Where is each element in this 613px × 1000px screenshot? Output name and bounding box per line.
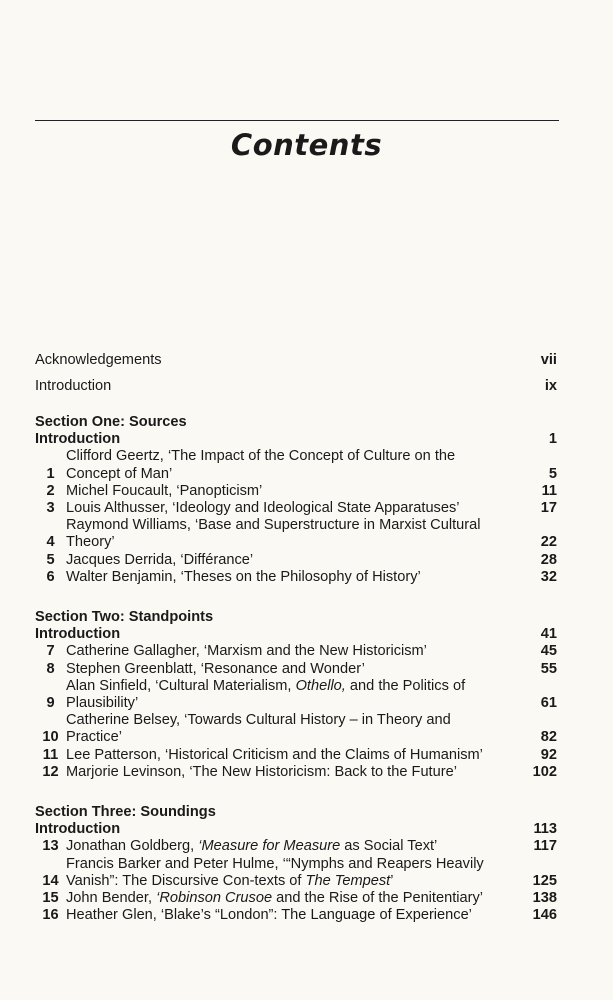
entry-number: 8 <box>46 660 55 677</box>
toc-page: vii <box>540 352 557 369</box>
entry-number: 13 <box>42 838 59 855</box>
entry-page: 125 <box>532 872 557 889</box>
entry-page: 32 <box>540 568 557 585</box>
entry-title: ‘Marxism and the New Historicism’ <box>203 643 427 660</box>
entry-title: and the Politics of <box>349 677 466 694</box>
section-heading: Section Two: Standpoints <box>35 609 214 626</box>
toc-entry <box>35 448 557 482</box>
entry-author: Heather Glen, <box>66 907 157 924</box>
section-heading: Section One: Sources <box>35 414 187 430</box>
entry-text <box>66 856 533 890</box>
toc-entry <box>35 747 557 764</box>
entry-author: Stephen Greenblatt, <box>66 660 197 677</box>
entry-text <box>66 500 537 517</box>
entry-author: Michel Foucault, <box>66 482 173 499</box>
entry-title: ‘Resonance and Wonder’ <box>200 660 365 677</box>
entry-number: 3 <box>46 500 55 517</box>
toc-label: Introduction <box>35 431 121 448</box>
entry-title-italic: ‘Measure for Measure <box>198 838 341 855</box>
entry-page: 28 <box>540 551 557 568</box>
entry-title: ‘The Impact of the Concept of Culture on the <box>167 448 456 465</box>
toc-entry <box>35 856 557 890</box>
entry-text <box>66 661 537 678</box>
toc-page: 113 <box>533 821 557 838</box>
toc-entry <box>35 764 557 781</box>
entry-author: Alan Sinfield, <box>66 677 152 694</box>
entry-page: 82 <box>540 729 557 746</box>
entry-number: 15 <box>42 890 59 907</box>
toc-label: Acknowledgements <box>35 352 162 369</box>
entry-number: 11 <box>42 746 59 763</box>
entry-text <box>66 569 537 586</box>
entry-title: ‘Cultural Materialism, <box>155 677 292 694</box>
section-introduction-row <box>35 431 557 448</box>
entry-title-cont: Theory’ <box>66 534 115 551</box>
entry-text <box>66 643 537 660</box>
entry-page: 5 <box>548 465 557 482</box>
entry-text <box>66 764 533 781</box>
entry-title: ‘Panopticism’ <box>176 482 263 499</box>
entry-text <box>66 890 533 907</box>
toc-label: Introduction <box>35 626 121 643</box>
entry-page: 17 <box>540 500 557 517</box>
entry-text <box>66 838 533 855</box>
entry-title-cont: Concept of Man’ <box>66 465 173 482</box>
toc-entry <box>35 890 557 907</box>
entry-author: Louis Althusser, <box>66 500 169 517</box>
entry-title: ’ <box>390 872 394 889</box>
entry-title: as Social Text’ <box>344 838 438 855</box>
entry-author: John Bender, <box>66 890 153 907</box>
entry-title-italic: The Tempest <box>305 872 391 889</box>
entry-page: 55 <box>540 660 557 677</box>
toc-entry <box>35 517 557 551</box>
entry-page: 92 <box>540 746 557 763</box>
section-introduction-row <box>35 821 557 838</box>
entry-text <box>66 483 537 500</box>
entry-author: Catherine Belsey, <box>66 712 181 729</box>
toc-entry <box>35 661 557 678</box>
entry-title: ‘The New Historicism: Back to the Future’ <box>189 763 457 780</box>
page-title: Contents <box>230 128 383 162</box>
toc-entry <box>35 552 557 569</box>
entry-title-italic: Othello, <box>295 677 346 694</box>
entry-text <box>66 747 537 764</box>
entry-number: 1 <box>46 465 55 482</box>
entry-title: ‘Historical Criticism and the Claims of Humanism’ <box>165 746 483 763</box>
entry-title: and the Rise of the Penitentiary’ <box>276 890 484 907</box>
header-rule <box>35 120 559 121</box>
toc-entry <box>35 838 557 855</box>
entry-author: Clifford Geertz, <box>66 448 164 465</box>
toc-label: Introduction <box>35 378 112 395</box>
entry-title-italic: ‘Robinson Crusoe <box>156 890 273 907</box>
entry-page: 22 <box>540 534 557 551</box>
toc-entry <box>35 483 557 500</box>
entry-page: 102 <box>532 763 557 780</box>
entry-number: 6 <box>46 568 55 585</box>
entry-page: 146 <box>532 907 557 924</box>
toc-entry <box>35 907 557 924</box>
entry-number: 10 <box>42 729 59 746</box>
entry-author: Marjorie Levinson, <box>66 763 186 780</box>
entry-text <box>66 552 537 569</box>
entry-number: 9 <box>46 695 55 712</box>
entry-title-cont: Practice’ <box>66 729 122 746</box>
toc-entry <box>35 569 557 586</box>
entry-title: ‘Towards Cultural History – in Theory and <box>184 712 451 729</box>
entry-page: 45 <box>540 643 557 660</box>
entry-text <box>66 517 537 551</box>
entry-text <box>66 678 537 712</box>
toc-page: 1 <box>548 431 557 448</box>
entry-title-cont: Vanish”: The Discursive Con-texts of <box>66 872 302 889</box>
entry-number: 4 <box>46 534 55 551</box>
entry-page: 138 <box>532 890 557 907</box>
entry-page: 61 <box>540 695 557 712</box>
entry-number: 16 <box>42 907 59 924</box>
entry-text <box>66 448 537 482</box>
entry-page: 11 <box>541 482 557 499</box>
entry-title: ‘Différance’ <box>180 551 254 568</box>
entry-author: Jonathan Goldberg, <box>66 838 195 855</box>
table-of-contents <box>35 348 557 924</box>
entry-author: Francis Barker and Peter Hulme, <box>66 855 279 872</box>
entry-number: 2 <box>46 482 55 499</box>
toc-row-acknowledgements <box>35 348 557 374</box>
entry-author: Raymond Williams, <box>66 517 191 534</box>
entry-author: Lee Patterson, <box>66 746 161 763</box>
toc-entry <box>35 500 557 517</box>
entry-number: 5 <box>46 551 55 568</box>
entry-number: 14 <box>42 872 59 889</box>
entry-title: ‘Base and Superstructure in Marxist Cultural <box>194 517 481 534</box>
entry-number: 7 <box>46 643 55 660</box>
entry-title: ‘Theses on the Philosophy of History’ <box>180 568 421 585</box>
toc-row-introduction <box>35 374 557 400</box>
entry-number: 12 <box>42 763 59 780</box>
entry-title-cont: Plausibility’ <box>66 695 139 712</box>
entry-title: ‘“Nymphs and Reapers Heavily <box>282 855 484 872</box>
toc-entry <box>35 712 557 746</box>
toc-entry <box>35 678 557 712</box>
toc-page: ix <box>544 378 557 395</box>
entry-text <box>66 712 537 746</box>
entry-title: ‘Ideology and Ideological State Apparatuses’ <box>172 500 460 517</box>
toc-label: Introduction <box>35 821 121 838</box>
entry-title: ‘Blake’s “London”: The Language of Experience’ <box>160 907 472 924</box>
entry-page: 117 <box>533 838 557 855</box>
entry-author: Walter Benjamin, <box>66 568 177 585</box>
section-introduction-row <box>35 626 557 643</box>
toc-page: 41 <box>540 626 557 643</box>
entry-author: Jacques Derrida, <box>66 551 177 568</box>
section-heading: Section Three: Soundings <box>35 804 216 821</box>
entry-text <box>66 907 533 924</box>
entry-author: Catherine Gallagher, <box>66 643 200 660</box>
toc-entry <box>35 643 557 660</box>
